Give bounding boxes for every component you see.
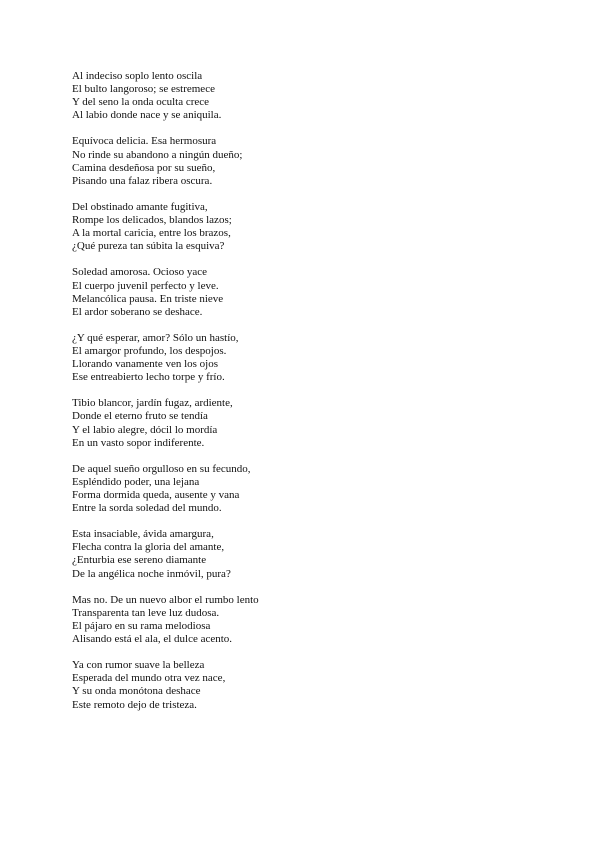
stanza [72, 70, 532, 122]
poem-line: Al labio donde nace y se aniquila. [72, 109, 222, 122]
poem-line: Equívoca delicia. Esa hermosura [72, 135, 217, 148]
poem-line: El ardor soberano se deshace. [72, 305, 203, 318]
poem-line: Melancólica pausa. En triste nieve [72, 292, 224, 305]
poem-line: ¿Y qué esperar, amor? Sólo un hastío, [72, 331, 239, 344]
stanza [72, 135, 532, 187]
poem-line: Al indeciso soplo lento oscila [72, 70, 203, 82]
poem-line: Mas no. De un nuevo albor el rumbo lento [72, 593, 259, 606]
poem-line: Ya con rumor suave la belleza [72, 659, 205, 672]
poem-line: ¿Qué pureza tan súbita la esquiva? [72, 240, 225, 253]
poem-line: No rinde su abandono a ningún dueño; [72, 148, 243, 161]
poem-line: Y el labio alegre, dócil lo mordía [72, 423, 218, 436]
poem-line: El cuerpo juvenil perfecto y leve. [72, 279, 219, 292]
poem-line: Flecha contra la gloria del amante, [72, 541, 225, 554]
poem-line: Del obstinado amante fugitiva, [72, 200, 208, 213]
poem-line: El pájaro en su rama melodiosa [72, 619, 211, 632]
poem-line: Transparenta tan leve luz dudosa. [72, 606, 220, 619]
poem-line: A la mortal caricia, entre los brazos, [72, 227, 231, 240]
stanza [72, 528, 532, 580]
poem-line: Alisando está el ala, el dulce acento. [72, 633, 233, 646]
stanza [72, 659, 532, 711]
poem-line: Esta insaciable, ávida amargura, [72, 528, 214, 541]
poem-line: Esperada del mundo otra vez nace, [72, 672, 226, 685]
poem-line: Soledad amorosa. Ocioso yace [72, 266, 208, 279]
poem-line: ¿Enturbia ese sereno diamante [72, 554, 207, 567]
poem-line: Ese entreabierto lecho torpe y frío. [72, 371, 225, 384]
poem-line: De aquel sueño orgulloso en su fecundo, [72, 462, 251, 475]
stanza [72, 463, 532, 515]
stanza [72, 201, 532, 253]
poem-body [72, 70, 532, 725]
poem-line: Tibio blancor, jardín fugaz, ardiente, [72, 397, 233, 410]
poem-line: Forma dormida queda, ausente y vana [72, 489, 240, 501]
poem-line: Y su onda monótona deshace [72, 685, 201, 698]
poem-line: El amargor profundo, los despojos. [72, 344, 227, 357]
stanza [72, 397, 532, 449]
poem-line: Espléndido poder, una lejana [72, 475, 200, 488]
poem-line: Donde el eterno fruto se tendía [72, 410, 208, 423]
poem-line: El bulto langoroso; se estremece [72, 83, 215, 96]
poem-line: Llorando vanamente ven los ojos [72, 358, 219, 371]
poem-line: Entre la sorda soledad del mundo. [72, 502, 222, 515]
poem-line: Este remoto dejo de tristeza. [72, 698, 197, 711]
stanza [72, 266, 532, 318]
poem-line: Rompe los delicados, blandos lazos; [72, 214, 232, 227]
poem-line: Pisando una falaz ribera oscura. [72, 174, 213, 187]
poem-line: En un vasto sopor indiferente. [72, 436, 205, 449]
stanza [72, 594, 532, 646]
poem-line: De la angélica noche inmóvil, pura? [72, 567, 231, 580]
poem-line: Camina desdeñosa por su sueño, [72, 161, 216, 174]
poem-line: Y del seno la onda oculta crece [72, 96, 210, 109]
stanza [72, 332, 532, 384]
